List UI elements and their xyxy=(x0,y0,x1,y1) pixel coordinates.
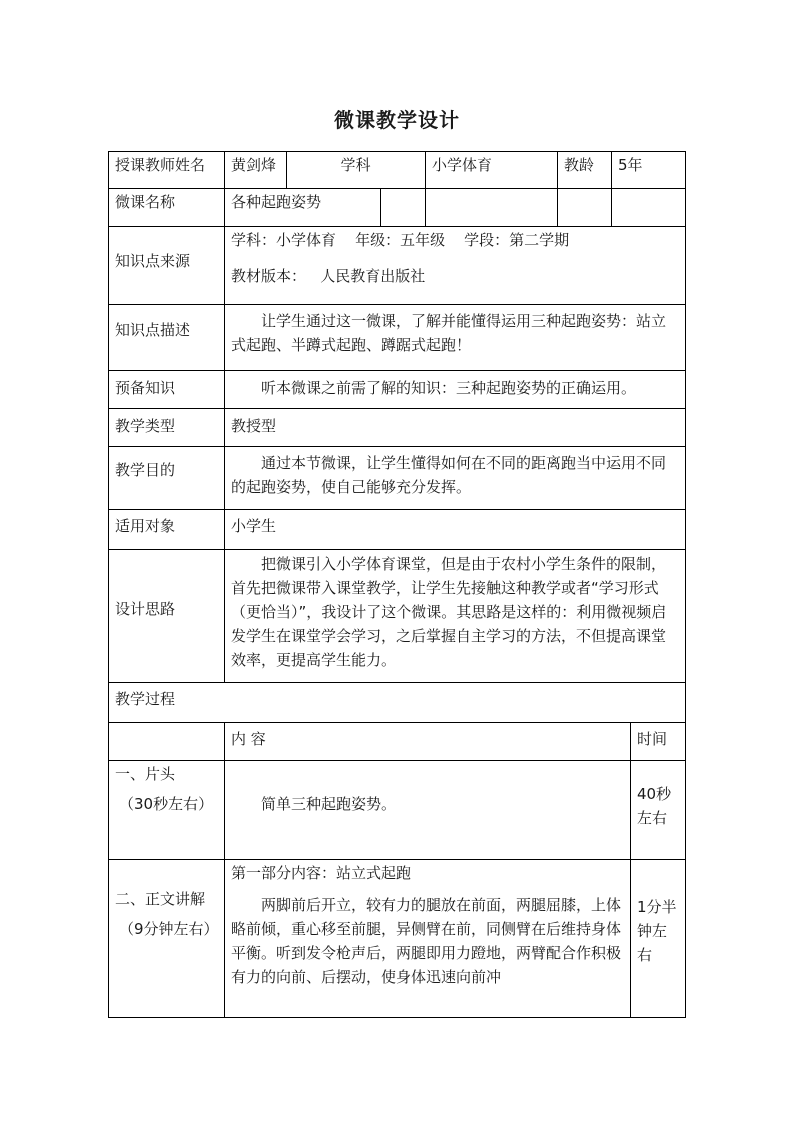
design-text-cell xyxy=(224,549,686,682)
step-2-content-title: 第一部分内容：站立式起跑 xyxy=(231,864,412,882)
border-line xyxy=(108,549,686,550)
course-name-label: 微课名称 xyxy=(115,193,176,211)
step-1-time: 40秒左右 xyxy=(637,785,672,827)
border-line xyxy=(108,151,686,152)
step-1-stage: 一、片头 xyxy=(115,765,176,783)
step-1-content: 简单三种起跑姿势。 xyxy=(261,795,397,813)
teacher-value: 黄剑烽 xyxy=(231,156,277,174)
design-text: 把微课引入小学体育课堂，但是由于农村小学生条件的限制，首先把微课带入课堂教学，让学生先接触这种教学或者“学习形式（更恰当）”，我设计了这个微课。其思路是这样的：利用微视频启发学生在课堂学会学习，之后掌握自主学习的方法，不但提高课堂效率，更提高学生能力。 xyxy=(231,555,667,669)
subject-label: 学科 xyxy=(340,156,371,174)
border-line xyxy=(108,760,686,761)
border-line xyxy=(108,722,686,723)
type-value: 教授型 xyxy=(231,417,277,435)
audience-label: 适用对象 xyxy=(115,517,176,535)
border-line xyxy=(380,188,381,226)
border-line xyxy=(108,408,686,409)
description-text: 让学生通过这一微课，了解并能懂得运用三种起跑姿势：站立式起跑、半蹲式起跑、蹲踞式起跑！ xyxy=(231,312,667,354)
border-line xyxy=(425,151,426,226)
border-line xyxy=(224,151,225,682)
subject-value: 小学体育 xyxy=(432,156,493,174)
content-header: 内 容 xyxy=(231,730,266,748)
teacher-label: 授课教师姓名 xyxy=(115,156,206,174)
border-line xyxy=(611,151,612,226)
step-1-stage-time: （30秒左右） xyxy=(119,795,214,813)
step-2-stage-time: （9分钟左右） xyxy=(119,920,219,938)
objective-text: 通过本节微课，让学生懂得如何在不同的距离跑当中运用不同的起跑姿势，使自己能够充分发挥。 xyxy=(231,454,667,496)
process-label: 教学过程 xyxy=(115,690,176,708)
description-label: 知识点描述 xyxy=(115,321,191,339)
step-2-content: 两脚前后开立，较有力的腿放在前面，两腿屈膝，上体略前倾，重心移至前腿，异侧臂在前，同侧臂在后维持身体平衡。听到发令枪声后，两腿即用力蹬地，两臂配合作积极有力的向前、后摆动，使身体迅速向前冲 xyxy=(231,896,622,986)
prerequisite-text: 听本微课之前需了解的知识：三种起跑姿势的正确运用。 xyxy=(261,379,637,397)
page-title: 微课教学设计 xyxy=(334,108,460,132)
border-line xyxy=(630,722,631,1018)
border-line xyxy=(108,682,686,683)
age-value: 5年 xyxy=(618,156,643,174)
time-header: 时间 xyxy=(637,730,668,748)
step-2-content-cell xyxy=(224,859,630,1018)
step-2-stage: 二、正文讲解 xyxy=(115,890,206,908)
prerequisite-label: 预备知识 xyxy=(115,379,176,397)
step-1-content-cell xyxy=(224,760,630,859)
type-label: 教学类型 xyxy=(115,417,176,435)
source-line-1: 学科：小学体育 年级：五年级 学段：第二学期 xyxy=(231,231,570,249)
source-line-2: 教材版本： 人民教育出版社 xyxy=(231,267,426,285)
age-label: 教龄 xyxy=(564,156,595,174)
border-line xyxy=(108,859,686,860)
border-line xyxy=(108,304,686,305)
prerequisite-text-cell xyxy=(224,370,686,408)
border-line xyxy=(557,151,558,226)
source-content xyxy=(224,226,686,304)
border-line xyxy=(108,151,109,1018)
lesson-design-table xyxy=(108,151,686,1018)
border-line xyxy=(685,151,686,1018)
objective-text-cell xyxy=(224,446,686,509)
description-text-cell xyxy=(224,304,686,370)
border-line xyxy=(108,226,686,227)
step-2-time: 1分半钟左右 xyxy=(637,898,677,964)
border-line xyxy=(108,188,686,189)
border-line xyxy=(108,446,686,447)
step-1-stage-cell xyxy=(108,760,224,859)
step-2-stage-cell xyxy=(108,859,224,1018)
border-line xyxy=(108,1017,686,1018)
border-line xyxy=(108,509,686,510)
source-label: 知识点来源 xyxy=(115,252,191,270)
border-line xyxy=(286,151,287,188)
design-label: 设计思路 xyxy=(115,600,176,618)
course-name-value: 各种起跑姿势 xyxy=(231,193,322,211)
border-line xyxy=(224,722,225,1018)
objective-label: 教学目的 xyxy=(115,461,176,479)
border-line xyxy=(108,370,686,371)
audience-value: 小学生 xyxy=(231,517,277,535)
